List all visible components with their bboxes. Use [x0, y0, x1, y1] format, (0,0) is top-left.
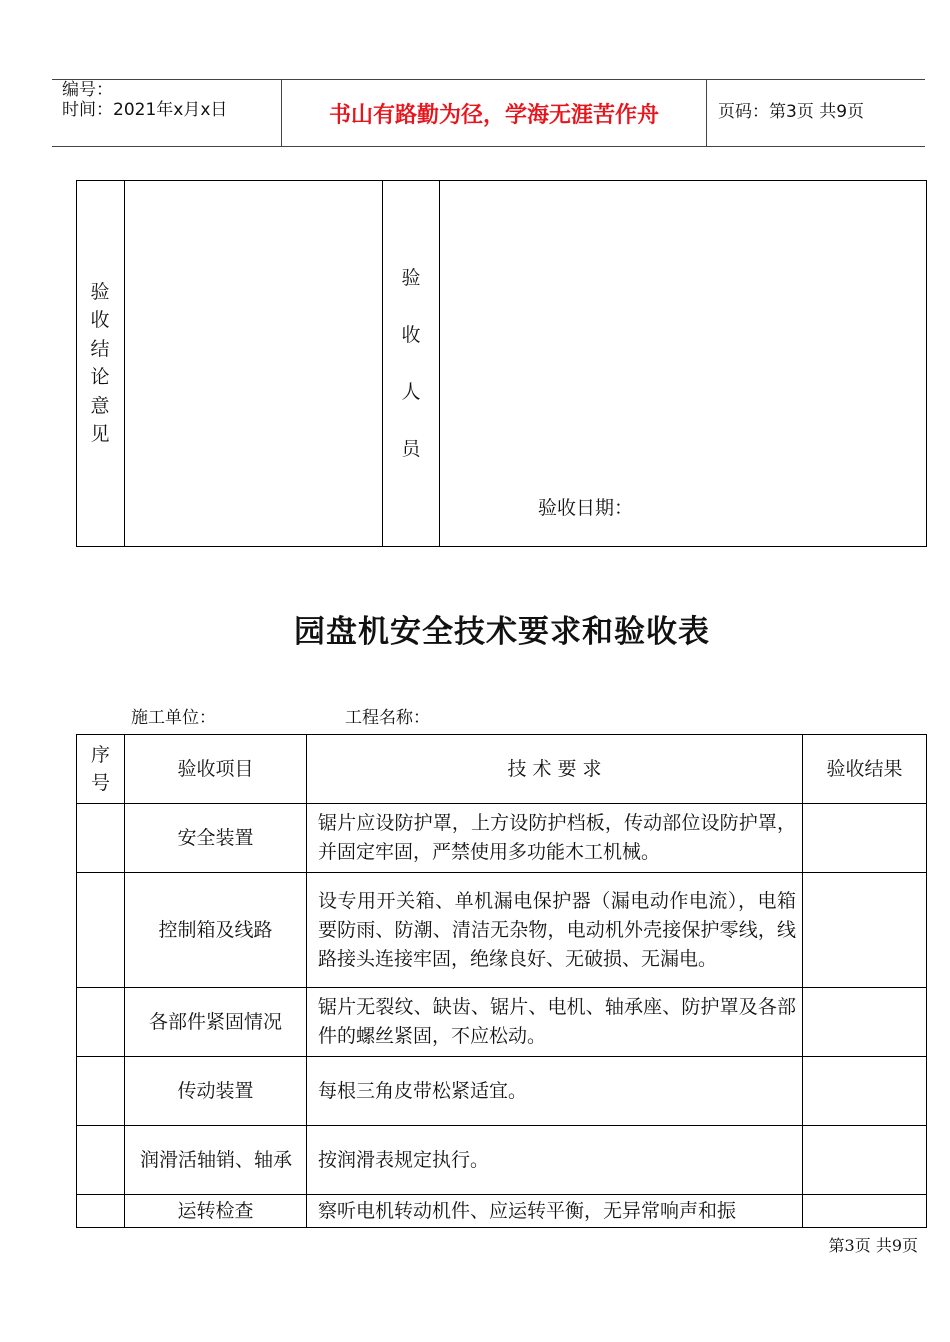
header-bottom-rule	[52, 146, 925, 147]
table-row-requirement: 察听电机转动机件、应运转平衡，无异常响声和振	[318, 1199, 737, 1222]
acceptance-conclusion-label: 验收结论意见	[90, 281, 110, 446]
table-row-item: 运转检查	[177, 1199, 254, 1222]
footer-page-number: 第3页 共9页	[828, 1236, 918, 1255]
table-row-item: 控制箱及线路	[158, 918, 273, 941]
table-border	[439, 180, 440, 547]
table-row-requirement: 锯片应设防护罩，上方设防护档板，传动部位设防护罩，并固定牢固，严禁使用多功能木工机械。	[318, 812, 796, 863]
table-border	[76, 546, 927, 547]
table-border	[926, 734, 927, 1228]
table-row-item: 传动装置	[177, 1079, 254, 1102]
table-row-seq	[77, 1195, 124, 1227]
header-item: 验收项目	[177, 757, 254, 780]
header-requirement: 技 术 要 求	[507, 757, 602, 780]
header-result: 验收结果	[826, 757, 903, 780]
document-number-label: 编号：	[62, 80, 113, 100]
table-row-requirement: 每根三角皮带松紧适宜。	[318, 1079, 528, 1102]
table-row-requirement: 锯片无裂纹、缺齿、锯片、电机、轴承座、防护罩及各部件的螺丝紧固，不应松动。	[318, 996, 796, 1047]
header-seq: 序号	[90, 744, 110, 794]
table-row-seq	[77, 988, 124, 1056]
header-divider	[706, 79, 707, 147]
table-border	[306, 734, 307, 1228]
table-row-seq	[77, 873, 124, 987]
table-row-seq	[77, 1057, 124, 1125]
table-border	[382, 180, 383, 547]
table-row-result	[803, 1057, 926, 1125]
table-row-seq	[77, 1126, 124, 1194]
table-row-result	[803, 1195, 926, 1227]
document-time-label: 时间：2021年x月x日	[62, 100, 228, 120]
acceptance-personnel-label: 验收人员	[401, 267, 421, 460]
header-divider	[281, 79, 282, 147]
construction-unit-label: 施工单位：	[131, 708, 216, 728]
table-row-item: 各部件紧固情况	[148, 1010, 282, 1033]
table-row-result	[803, 804, 926, 872]
table-row-item: 润滑活轴销、轴承	[140, 1148, 293, 1171]
table-border	[76, 180, 77, 547]
header-motto: 书山有路勤为径，学海无涯苦作舟	[328, 102, 659, 128]
table-row-requirement: 设专用开关箱、单机漏电保护器（漏电动作电流），电箱要防雨、防潮、清洁无杂物，电动机外壳接保护零线，线路接头连接牢固，绝缘良好、无破损、无漏电。	[318, 889, 796, 970]
table-border	[124, 180, 125, 547]
acceptance-date-label: 验收日期：	[538, 497, 634, 519]
header-top-rule	[52, 79, 925, 80]
table-row-result	[803, 873, 926, 987]
table-border	[926, 180, 927, 547]
table-border	[76, 180, 927, 181]
table-row-item: 安全装置	[177, 826, 254, 849]
page-title: 园盘机安全技术要求和验收表	[294, 614, 710, 650]
table-border	[76, 1227, 927, 1228]
header-page-number: 页码：第3页 共9页	[718, 102, 865, 122]
table-row-seq	[77, 804, 124, 872]
project-name-label: 工程名称：	[345, 708, 430, 728]
header-cell-seq	[77, 735, 124, 803]
table-row-result	[803, 1126, 926, 1194]
table-row-requirement: 按润滑表规定执行。	[318, 1148, 490, 1171]
table-row-result	[803, 988, 926, 1056]
